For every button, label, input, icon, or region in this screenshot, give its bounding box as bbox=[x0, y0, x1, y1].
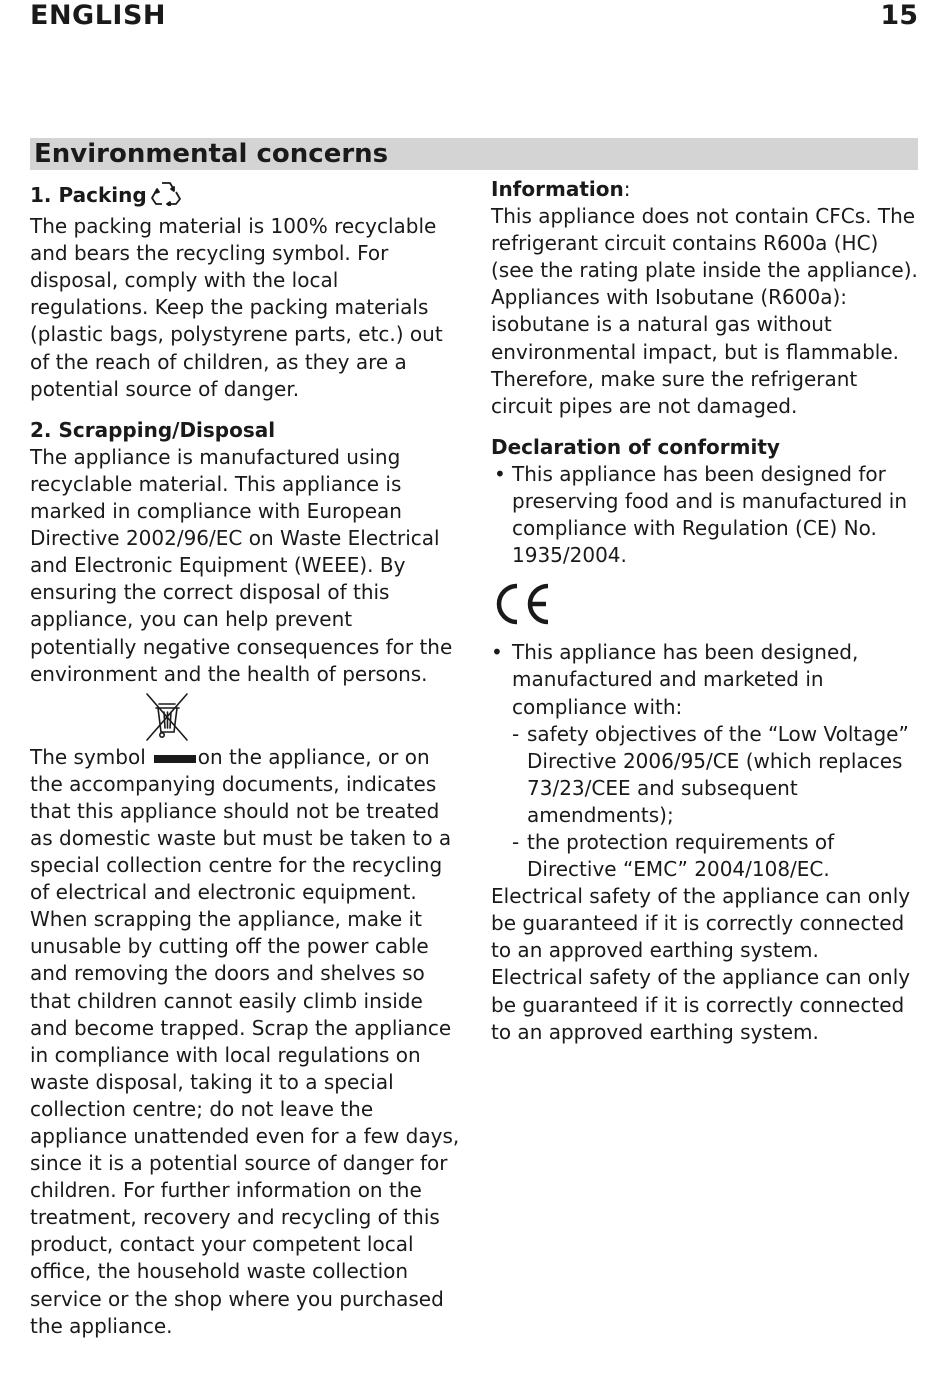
bullet-mark: • bbox=[494, 461, 506, 486]
packing-heading: 1. Packing bbox=[30, 183, 147, 207]
recycle-icon bbox=[151, 180, 181, 213]
symbol-paragraph bbox=[30, 744, 460, 1340]
information-heading-colon: : bbox=[623, 177, 631, 201]
page-number: 15 bbox=[880, 0, 918, 31]
directive-low-voltage-text: safety objectives of the “Low Voltage” Directive 2006/95/CE (which replaces 73/23/CEE and subsequent amendments); bbox=[527, 721, 909, 827]
left-column bbox=[30, 180, 460, 1340]
directive-item-emc bbox=[491, 829, 921, 883]
symbol-prefix: The symbol bbox=[30, 744, 146, 769]
section-header-bar bbox=[30, 138, 918, 170]
scrapping-heading: 2. Scrapping/Disposal bbox=[30, 417, 276, 442]
declaration-heading: Declaration of conformity bbox=[491, 434, 780, 459]
information-text-1: This appliance does not contain CFCs. The refrigerant circuit contains R600a (HC) (see the rating plate inside the appliance). bbox=[491, 204, 918, 283]
dash-mark: - bbox=[512, 829, 520, 854]
declaration-bullet-2 bbox=[491, 639, 921, 720]
dash-mark: - bbox=[512, 721, 520, 746]
bullet-mark: • bbox=[491, 640, 503, 665]
symbol-text: on the appliance, or on the accompanying documents, indicates that this appliance should not be treated as domestic waste but must be taken to a special collection centre for the recycling of electrical and electronic equipment. When scrapping the appliance, make it unusable by cutting off the power cable and removing the doors and shelves so that children cannot easily climb inside and become trapped. Scrap the appliance in compliance with local regulations on waste disposal, taking it to a special collection centre; do not leave the appliance unattended even for a few days, since it is a potential source of danger for children. For further information on the treatment, recovery and recycling of this product, contact your competent local office, the household waste collection service or the shop where you purchased the appliance. bbox=[30, 744, 460, 1338]
information-text-2: Appliances with Isobutane (R600a): isobutane is a natural gas without environmental impact, but is flammable. Therefore, make sure the refrigerant circuit pipes are not damaged. bbox=[491, 285, 899, 418]
electrical-safety-text-1: Electrical safety of the appliance can only be guaranteed if it is correctly connected to an approved earthing system. bbox=[491, 884, 911, 963]
ce-mark-icon bbox=[491, 608, 553, 632]
packing-text: The packing material is 100% recyclable and bears the recycling symbol. For disposal, comply with the local regulations. Keep the packing materials (plastic bags, polystyrene parts, etc.) out of the reach of children, as they are a potential source of danger. bbox=[30, 214, 443, 401]
declaration-bullet-2-text: This appliance has been designed, manufactured and marketed in compliance with: bbox=[512, 640, 859, 719]
electrical-safety-text-2: Electrical safety of the appliance can only be guaranteed if it is correctly connected to an approved earthing system. bbox=[491, 965, 911, 1044]
declaration-bullet-1-text: This appliance has been designed for preserving food and is manufactured in compliance with Regulation (CE) No. 1935/2004. bbox=[512, 461, 908, 568]
directive-emc-text: the protection requirements of Directive “EMC” 2004/108/EC. bbox=[527, 829, 835, 882]
information-heading-line bbox=[491, 176, 921, 203]
information-heading: Information bbox=[491, 177, 624, 201]
solid-bar-icon bbox=[154, 755, 196, 763]
crossed-out-wheelie-bin-icon bbox=[144, 692, 190, 749]
section-title: Environmental concerns bbox=[34, 139, 389, 169]
declaration-bullet-1 bbox=[491, 461, 921, 569]
scrapping-text: The appliance is manufactured using recyclable material. This appliance is marked in compliance with European Directive 2002/96/EC on Waste Electrical and Electronic Equipment (WEEE). By ensuring the correct disposal of this appliance, you can help prevent potentially negative consequences for the environment and the health of persons. bbox=[30, 444, 453, 686]
packing-heading-line bbox=[30, 180, 460, 213]
right-column bbox=[491, 176, 921, 1046]
directive-item-low-voltage bbox=[491, 721, 921, 829]
header-language: ENGLISH bbox=[30, 0, 166, 31]
